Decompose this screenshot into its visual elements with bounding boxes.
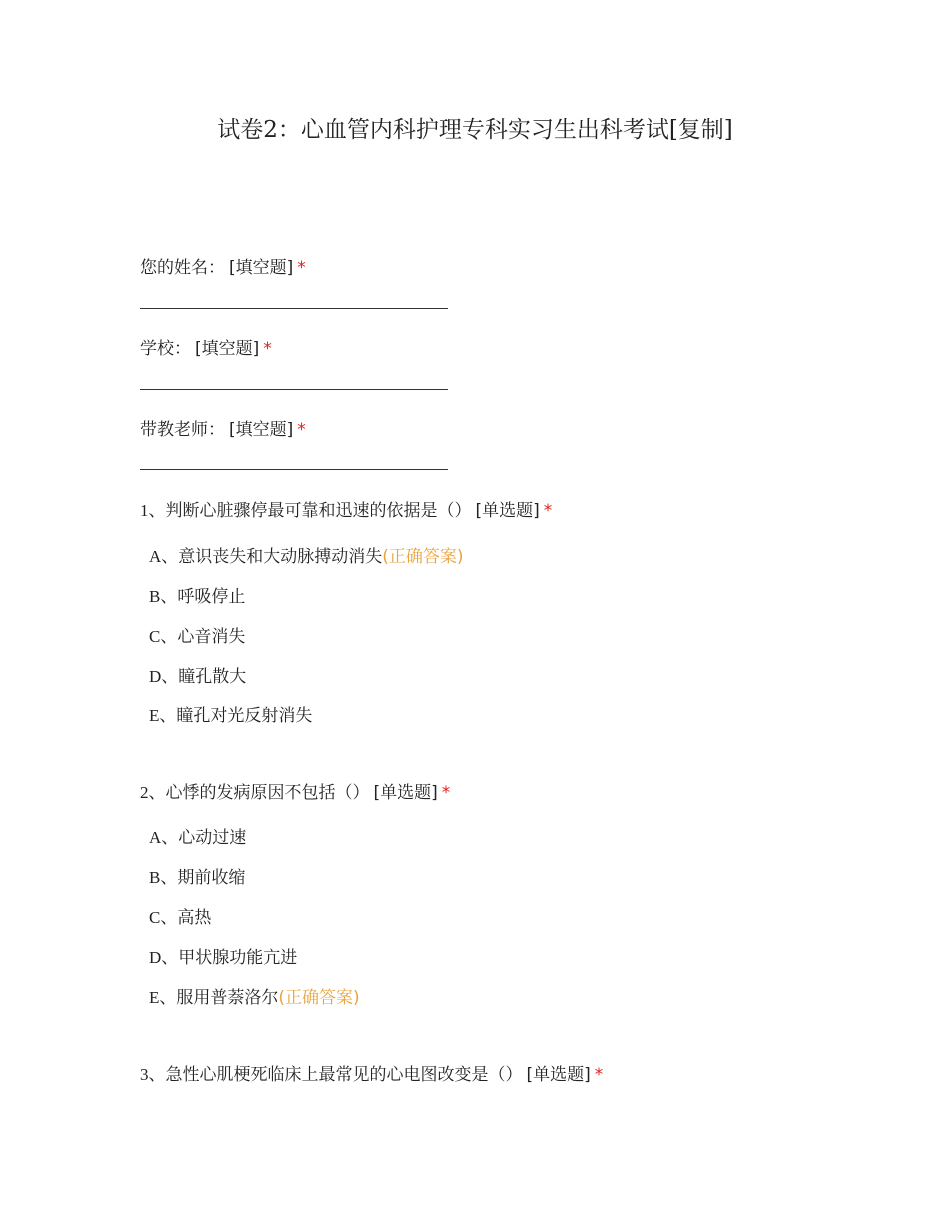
option-letter: A、 [149, 547, 179, 566]
question-2-title [140, 778, 450, 803]
question-2-option-d[interactable] [149, 943, 297, 968]
question-number: 3、 [140, 1065, 166, 1084]
question-3-title [140, 1060, 603, 1085]
option-text: 期前收缩 [177, 868, 246, 888]
required-mark: * [263, 339, 272, 359]
teacher-input-line[interactable] [140, 469, 448, 470]
option-text: 瞳孔散大 [178, 667, 247, 687]
required-mark: * [297, 258, 306, 278]
required-mark: * [543, 501, 553, 521]
question-1-title [140, 496, 552, 521]
question-2-option-a[interactable] [149, 823, 246, 848]
required-mark: * [297, 420, 306, 440]
option-text: 服用普萘洛尔 [176, 988, 279, 1008]
option-text: 甲状腺功能亢进 [178, 948, 298, 968]
option-letter: D、 [149, 948, 179, 967]
question-1-option-d[interactable] [149, 662, 246, 687]
option-text: 呼吸停止 [177, 587, 246, 607]
question-type: [单选题] [373, 783, 438, 803]
question-type: [填空题] [229, 420, 294, 440]
option-letter: D、 [149, 667, 179, 686]
field-label-text: 您的姓名： [140, 258, 225, 278]
required-mark: * [441, 783, 451, 803]
question-type: [单选题] [475, 501, 540, 521]
question-type: [单选题] [526, 1065, 591, 1085]
field-label-text: 带教老师： [140, 420, 225, 440]
question-1-option-e[interactable] [149, 701, 312, 726]
question-1-option-c[interactable] [149, 622, 245, 647]
option-text: 瞳孔对光反射消失 [176, 706, 313, 726]
option-text: 高热 [177, 908, 212, 928]
option-letter: C、 [149, 627, 178, 646]
page-title: 试卷2：心血管内科护理专科实习生出科考试[复制] [217, 117, 733, 143]
question-text: 心悸的发病原因不包括（） [165, 783, 370, 803]
field-name-label [140, 253, 306, 278]
correct-answer-tag: (正确答案) [382, 547, 464, 567]
question-1-option-b[interactable] [149, 582, 245, 607]
question-type: [填空题] [195, 339, 260, 359]
option-text: 心音消失 [177, 627, 246, 647]
option-text: 心动过速 [178, 828, 247, 848]
school-input-line[interactable] [140, 389, 448, 390]
option-text: 意识丧失和大动脉搏动消失 [178, 547, 383, 567]
field-school-label [140, 334, 272, 359]
name-input-line[interactable] [140, 308, 448, 309]
question-text: 判断心脏骤停最可靠和迅速的依据是（） [165, 501, 472, 521]
question-text: 急性心肌梗死临床上最常见的心电图改变是（） [165, 1065, 523, 1085]
required-mark: * [594, 1065, 604, 1085]
question-2-option-b[interactable] [149, 863, 245, 888]
option-letter: A、 [149, 828, 179, 847]
field-teacher-label [140, 415, 306, 440]
option-letter: B、 [149, 868, 178, 887]
question-type: [填空题] [229, 258, 294, 278]
option-letter: E、 [149, 988, 177, 1007]
question-number: 2、 [140, 783, 166, 802]
option-letter: C、 [149, 908, 178, 927]
question-number: 1、 [140, 501, 166, 520]
field-label-text: 学校： [140, 339, 191, 359]
question-2-option-c[interactable] [149, 903, 211, 928]
question-1-option-a[interactable] [149, 542, 464, 567]
option-letter: E、 [149, 706, 177, 725]
correct-answer-tag: (正确答案) [278, 988, 360, 1008]
question-2-option-e[interactable] [149, 983, 360, 1008]
option-letter: B、 [149, 587, 178, 606]
